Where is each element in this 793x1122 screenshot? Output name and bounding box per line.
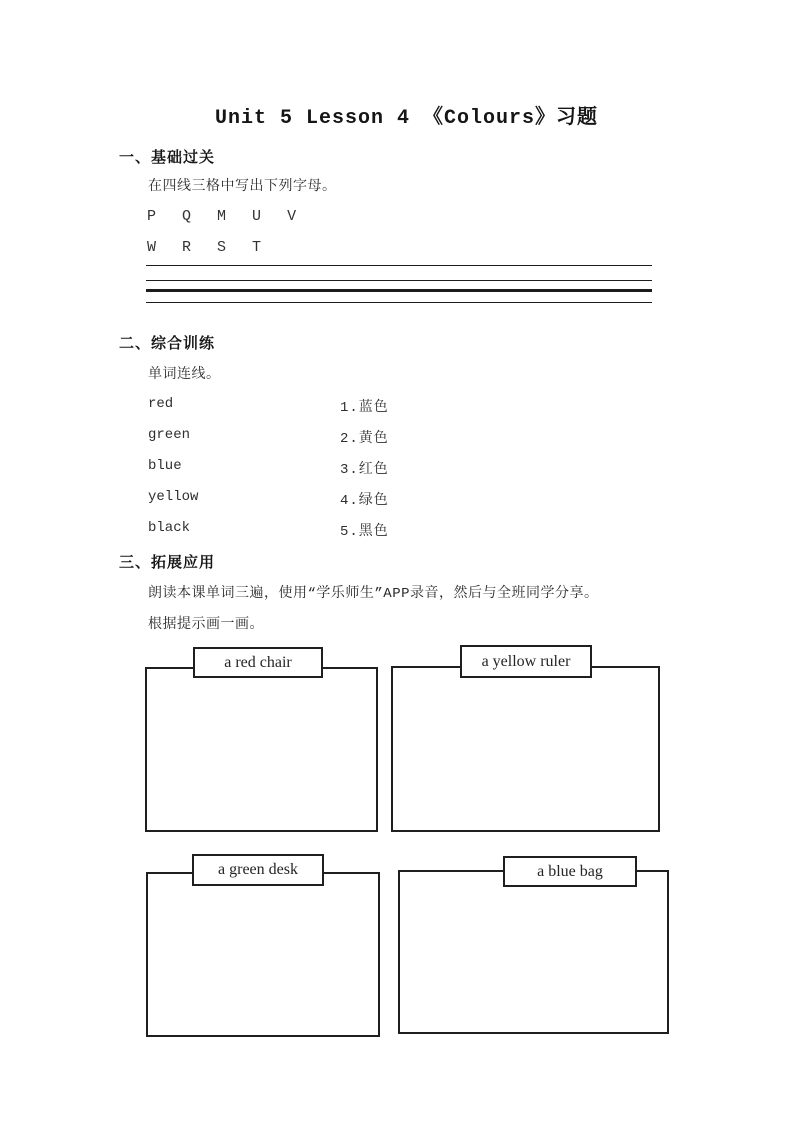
writing-line-baseline — [146, 289, 652, 292]
section2-instruction: 单词连线。 — [148, 367, 221, 383]
writing-line — [146, 302, 652, 303]
section1-instruction: 在四线三格中写出下列字母。 — [148, 179, 337, 195]
section3-instruction-2: 根据提示画一画。 — [148, 617, 264, 633]
letters-row-2 — [147, 239, 261, 256]
letter: T — [252, 239, 262, 256]
match-word: black — [148, 520, 191, 536]
letter: U — [252, 208, 262, 225]
writing-line — [146, 280, 652, 281]
letter: S — [217, 239, 227, 256]
draw-box-green-desk — [146, 872, 380, 1037]
section3-heading: 三、拓展应用 — [119, 555, 216, 572]
letter: R — [182, 239, 192, 256]
match-word: yellow — [148, 489, 199, 505]
draw-box-label-yellow-ruler: a yellow ruler — [460, 645, 592, 678]
section3-instruction-1: 朗读本课单词三遍，使用“学乐师生”APP录音，然后与全班同学分享。 — [148, 586, 599, 602]
match-row — [148, 520, 568, 540]
draw-box-blue-bag — [398, 870, 669, 1034]
match-option: 4.绿色 — [340, 493, 389, 509]
draw-box-red-chair — [145, 667, 378, 832]
draw-box-yellow-ruler — [391, 666, 660, 832]
writing-line — [146, 265, 652, 266]
match-word: red — [148, 396, 174, 412]
match-word: green — [148, 427, 191, 443]
draw-box-label-red-chair: a red chair — [193, 647, 323, 678]
letter: P — [147, 208, 157, 225]
match-row — [148, 396, 568, 416]
match-row — [148, 427, 568, 447]
match-option: 1.蓝色 — [340, 400, 389, 416]
draw-box-label-blue-bag: a blue bag — [503, 856, 637, 887]
letter: W — [147, 239, 157, 256]
match-row — [148, 458, 568, 478]
page-title: Unit 5 Lesson 4 《Colours》习题 — [214, 107, 599, 130]
match-option: 2.黄色 — [340, 431, 389, 447]
letters-row-1 — [147, 208, 296, 225]
match-option: 3.红色 — [340, 462, 389, 478]
match-word: blue — [148, 458, 182, 474]
letter: M — [217, 208, 227, 225]
match-option: 5.黑色 — [340, 524, 389, 540]
draw-box-label-green-desk: a green desk — [192, 854, 324, 886]
match-row — [148, 489, 568, 509]
letter: Q — [182, 208, 192, 225]
section2-heading: 二、综合训练 — [119, 336, 216, 353]
section1-heading: 一、基础过关 — [119, 150, 216, 167]
letter: V — [287, 208, 297, 225]
